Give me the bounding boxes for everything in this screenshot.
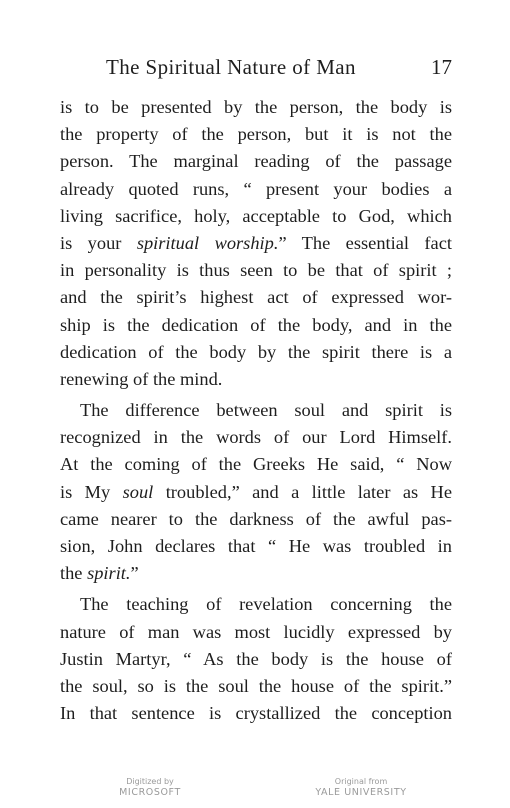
text-line: ship is the dedication of the body, and in the: [60, 314, 452, 335]
text-line: is My soul troubled,” and a little later as He: [60, 481, 453, 502]
original-from-label: Original from: [334, 777, 388, 786]
text-line: in personality is thus seen to be that of spirit ;: [60, 260, 452, 281]
text-line: the spirit.”: [60, 563, 139, 584]
paragraph: [60, 591, 452, 727]
text-line: is to be presented by the person, the body is: [60, 97, 452, 117]
text-line: person. The marginal reading of the passage: [60, 151, 452, 172]
text-line: and the spirit’s highest act of expressed wor-: [60, 287, 452, 308]
paragraph: [60, 94, 452, 393]
source-credit: [306, 777, 416, 799]
text-line: nature of man was most lucidly expressed by: [60, 621, 452, 642]
body-text: [60, 94, 452, 727]
text-line: already quoted runs, “ present your bodies a: [60, 178, 452, 199]
digitization-footer: [0, 777, 510, 801]
source-name: YALE UNIVERSITY: [315, 787, 407, 798]
running-title: The Spiritual Nature of Man: [106, 55, 356, 79]
text-line: renewing of the mind.: [60, 368, 223, 389]
digitizer-name: MICROSOFT: [119, 787, 181, 798]
text-line: sion, John declares that “ He was troubled in: [60, 536, 452, 556]
text-line: is your spiritual worship.” The essential fact: [60, 232, 452, 253]
text-line: the soul, so is the soul the house of the spirit.”: [60, 675, 452, 696]
text-line: recognized in the words of our Lord Himself.: [60, 427, 452, 448]
text-line: Justin Martyr, “ As the body is the house of: [60, 648, 452, 669]
digitized-by-label: Digitized by: [126, 777, 174, 786]
digitizer-credit: [95, 777, 205, 799]
text-line: At the coming of the Greeks He said, “ Now: [60, 454, 452, 475]
text-line: came nearer to the darkness of the awful pas-: [60, 508, 452, 529]
running-header: [60, 55, 452, 83]
text-line: living sacrifice, holy, acceptable to God, which: [60, 205, 452, 226]
text-line: In that sentence is crystallized the conception: [60, 703, 452, 724]
page-number: 17: [431, 55, 452, 79]
paragraph: [60, 397, 452, 587]
text-line: dedication of the body by the spirit there is a: [60, 341, 452, 362]
text-line: The teaching of revelation concerning the: [80, 594, 452, 615]
text-line: The difference between soul and spirit is: [80, 400, 452, 421]
text-line: the property of the person, but it is not the: [60, 124, 452, 145]
